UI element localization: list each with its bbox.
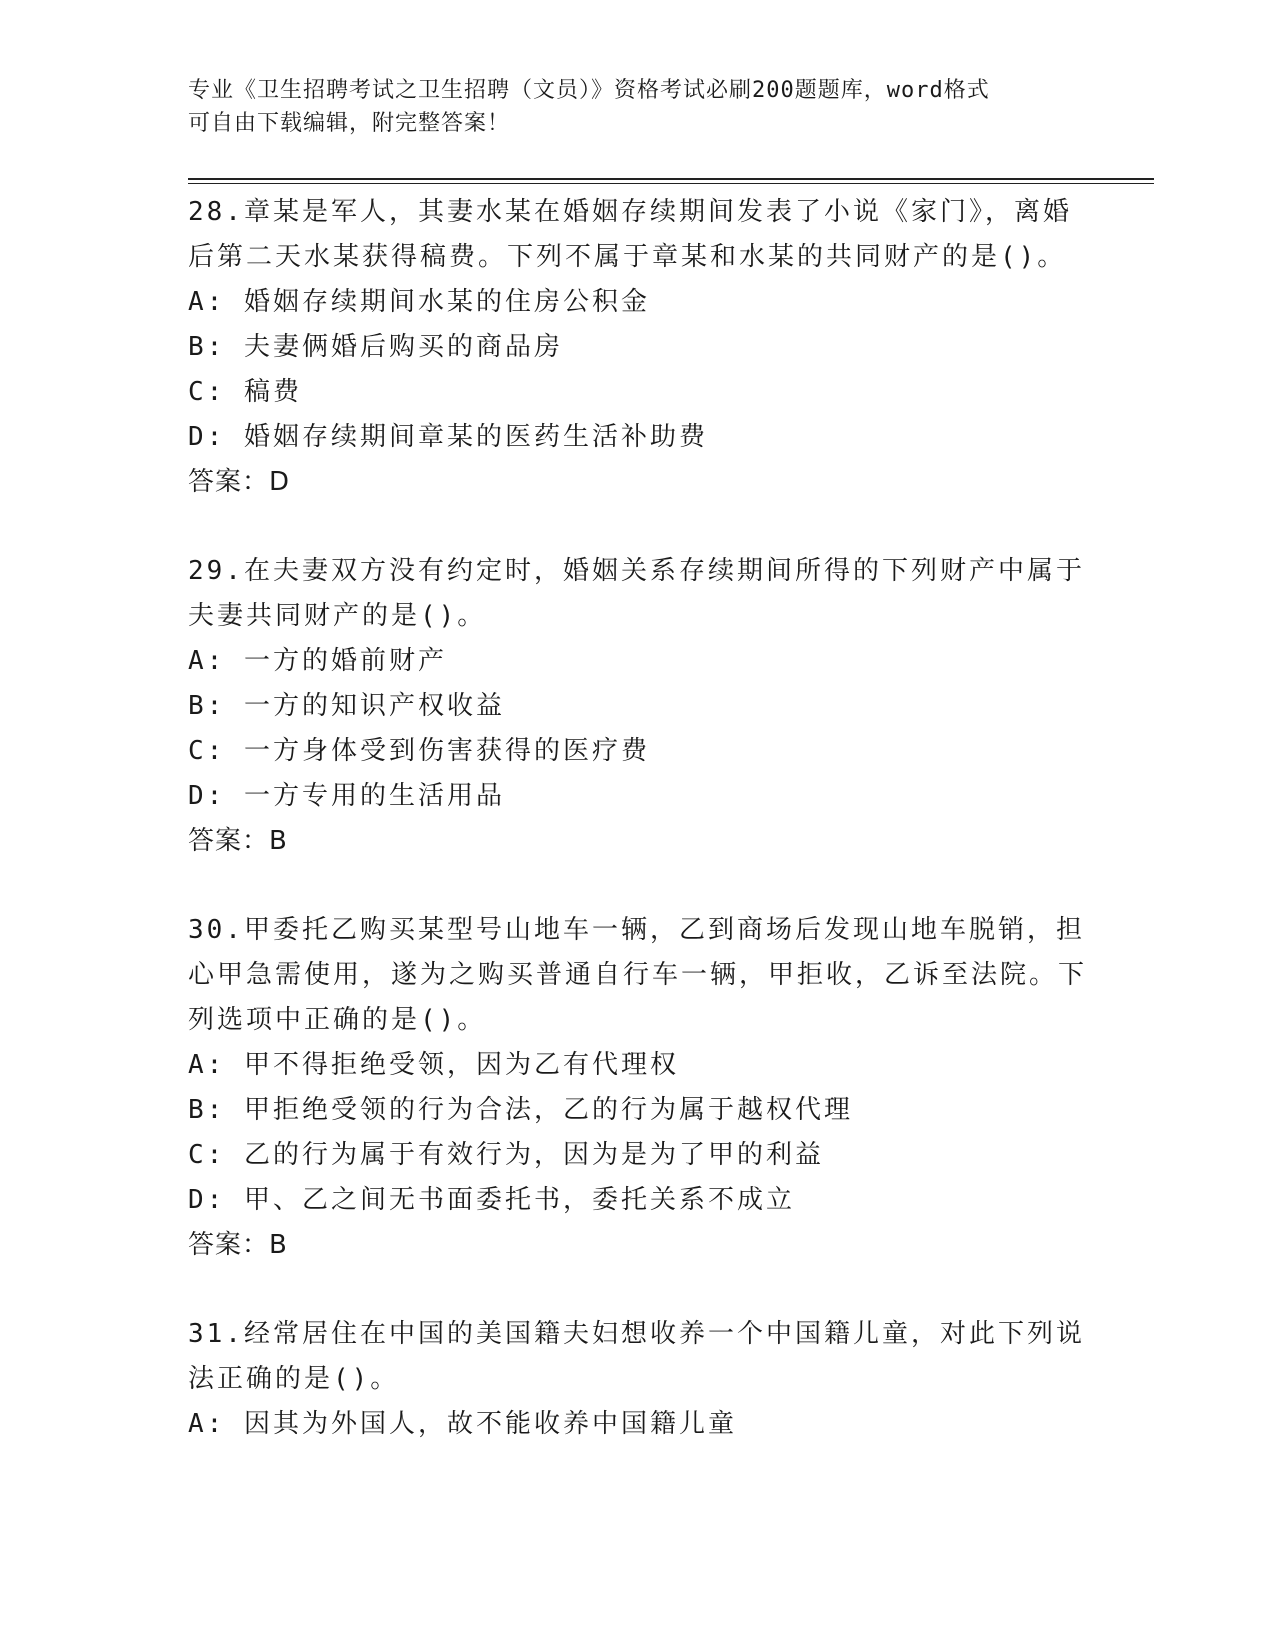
- answer-label: 答案：D: [188, 467, 291, 497]
- answer-label: 答案：B: [188, 826, 288, 856]
- answer-label: 答案：B: [188, 1230, 288, 1260]
- question-28: [188, 190, 1088, 505]
- question-stem: 29.在夫妻双方没有约定时，婚姻关系存续期间所得的下列财产中属于夫妻共同财产的是()。: [188, 556, 1085, 631]
- option-c: C: 稿费: [188, 377, 302, 407]
- question-29: [188, 549, 1088, 864]
- option-a: A: 婚姻存续期间水某的住房公积金: [188, 287, 650, 317]
- question-stem: 30.甲委托乙购买某型号山地车一辆，乙到商场后发现山地车脱销，担心甲急需使用，遂为之购买普通自行车一辆，甲拒收，乙诉至法院。下列选项中正确的是()。: [188, 915, 1088, 1035]
- question-stem: 28.章某是军人，其妻水某在婚姻存续期间发表了小说《家门》，离婚后第二天水某获得稿费。下列不属于章某和水某的共同财产的是()。: [188, 197, 1072, 272]
- option-d: D: 婚姻存续期间章某的医药生活补助费: [188, 422, 708, 452]
- question-stem: 31.经常居住在中国的美国籍夫妇想收养一个中国籍儿童，对此下列说法正确的是()。: [188, 1319, 1085, 1394]
- header-divider-thin: [188, 183, 1154, 184]
- option-c: C: 一方身体受到伤害获得的医疗费: [188, 736, 650, 766]
- question-31: [188, 1312, 1088, 1447]
- question-list: [188, 190, 1088, 1491]
- option-c: C: 乙的行为属于有效行为，因为是为了甲的利益: [188, 1140, 824, 1170]
- option-b: B: 甲拒绝受领的行为合法，乙的行为属于越权代理: [188, 1095, 853, 1125]
- option-b: B: 一方的知识产权收益: [188, 691, 505, 721]
- option-d: D: 一方专用的生活用品: [188, 781, 505, 811]
- option-b: B: 夫妻俩婚后购买的商品房: [188, 332, 563, 362]
- option-a: A: 甲不得拒绝受领，因为乙有代理权: [188, 1050, 679, 1080]
- option-d: D: 甲、乙之间无书面委托书，委托关系不成立: [188, 1185, 795, 1215]
- header-divider-thick: [188, 178, 1154, 180]
- header-line-1: 专业《卫生招聘考试之卫生招聘（文员）》资格考试必刷200题题库，word格式: [188, 78, 990, 103]
- option-a: A: 一方的婚前财产: [188, 646, 447, 676]
- document-header: [188, 74, 1068, 140]
- question-30: [188, 908, 1088, 1268]
- option-a: A: 因其为外国人，故不能收养中国籍儿童: [188, 1409, 737, 1439]
- header-line-2: 可自由下载编辑，附完整答案！: [188, 111, 511, 136]
